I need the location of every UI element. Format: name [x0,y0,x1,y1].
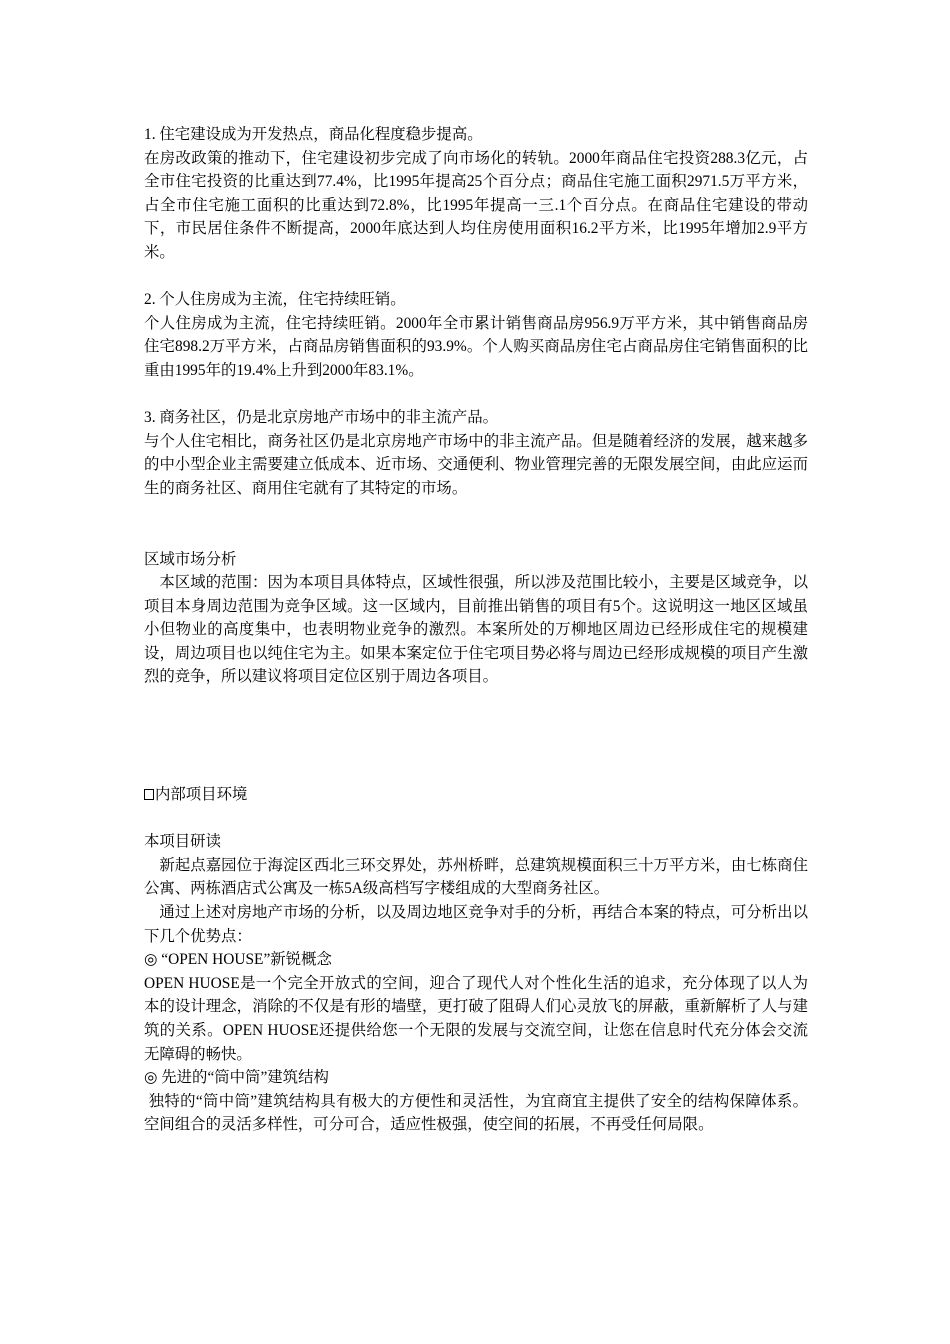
section-2-title: 2. 个人住房成为主流，住宅持续旺销。 [144,291,406,309]
project-study-body-1: 新起点嘉园位于海淀区西北三环交界处，苏州桥畔，总建筑规模面积三十万平方米，由七栋商住公寓、两栋酒店式公寓及一栋5A级高档写字楼组成的大型商务社区。 [144,856,808,898]
document-page [144,123,808,1137]
open-house-body: OPEN HUOSE是一个完全开放式的空间，迎合了现代人对个性化生活的追求，充分体现了以人为本的设计理念，消除的不仅是有形的墙壁，更打破了阻碍人们心灵放飞的屏蔽，重新解析了人与建筑的关系。OPEN HUOSE还提供给您一个无限的发展与交流空间，让您在信息时代充分体会交流无障碍的畅快。 [144,974,808,1063]
open-house-title: ◎ “OPEN HOUSE”新锐概念 [144,951,332,969]
region-analysis-body: 本区域的范围：因为本项目具体特点，区域性很强，所以涉及范围比较小，主要是区域竞争，以项目本身周边范围为竞争区域。这一区域内，目前推出销售的项目有5个。这说明这一地区区域虽小但物业的高度集中，也表明物业竞争的激烈。本案所处的万柳地区周边已经形成住宅的规模建设，周边项目也以纯住宅为主。如果本案定位于住宅项目势必将与周边已经形成规模的项目产生激烈的竞争，所以建议将项目定位区别于周边各项目。 [144,574,808,686]
tube-structure-title: ◎ 先进的“筒中筒”建筑结构 [144,1069,329,1087]
section-1-title: 1. 住宅建设成为开发热点，商品化程度稳步提高。 [144,126,483,143]
section-2-body: 个人住房成为主流，住宅持续旺销。2000年全市累计销售商品房956.9万平方米，其中销售商品房住宅898.2万平方米，占商品房销售面积的93.9%。个人购买商品房住宅占商品房住宅销售面积的比重由1995年的19.4%上升到2000年83.1%。 [144,314,808,379]
project-study-title: 本项目研读 [144,833,221,851]
internal-environment-heading [144,783,808,807]
checkbox-icon [144,789,154,800]
section-1-body: 在房改政策的推动下，住宅建设初步完成了向市场化的转轨。2000年商品住宅投资288.3亿元，占全市住宅投资的比重达到77.4%，比1995年提高25个百分点；商品住宅施工面积2971.5万平方米，占全市住宅施工面积的比重达到72.8%，比1995年提高一三.1个百分点。在商品住宅建设的带动下，市民居住条件不断提高，2000年底达到人均住房使用面积16.2平方米，比1995年增加2.9平方米。 [144,149,808,261]
section-3-body: 与个人住宅相比，商务社区仍是北京房地产市场中的非主流产品。但是随着经济的发展，越来越多的中小型企业主需要建立低成本、近市场、交通便利、物业管理完善的无限发展空间，由此应运而生的商务社区、商用住宅就有了其特定的市场。 [144,432,808,497]
internal-environment-title: 内部项目环境 [155,786,248,804]
tube-structure-body: 独特的“筒中筒”建筑结构具有极大的方便性和灵活性，为宜商宜主提供了安全的结构保障体系。空间组合的灵活多样性，可分可合，适应性极强，使空间的拓展，不再受任何局限。 [144,1092,808,1134]
project-study-body-2: 通过上述对房地产市场的分析，以及周边地区竞争对手的分析，再结合本案的特点，可分析出以下几个优势点： [144,904,808,945]
region-analysis-title: 区域市场分析 [144,550,237,568]
section-3-title: 3. 商务社区，仍是北京房地产市场中的非主流产品。 [144,409,498,427]
